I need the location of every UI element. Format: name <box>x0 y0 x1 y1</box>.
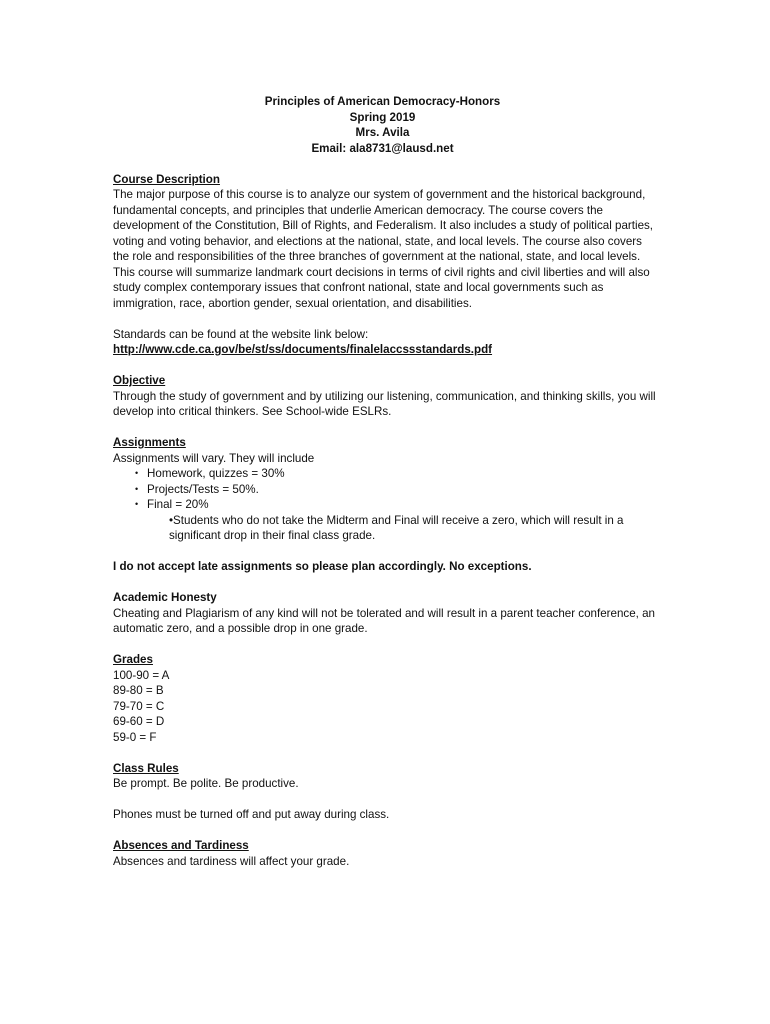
teacher-email: Email: ala8731@lausd.net <box>311 141 454 155</box>
objective-body: Through the study of government and by utilizing our listening, communication, and thinking skills, you will develop into critical thinkers. See School-wide ESLRs. <box>113 389 656 418</box>
list-item: • Projects/Tests = 50%. <box>135 482 658 498</box>
standards-section <box>113 327 658 358</box>
assignments-intro: Assignments will vary. They will include <box>113 451 315 465</box>
academic-honesty-section <box>113 590 658 637</box>
class-rules-section <box>113 761 658 792</box>
document-header <box>110 94 655 156</box>
grades-heading: Grades <box>113 653 153 666</box>
grade-scale-item: 59-0 = F <box>113 730 157 744</box>
objective-heading: Objective <box>113 374 166 387</box>
academic-honesty-heading: Academic Honesty <box>113 591 217 604</box>
absences-body: Absences and tardiness will affect your grade. <box>113 854 350 868</box>
assignments-section <box>113 435 658 544</box>
absences-heading: Absences and Tardiness <box>113 839 249 852</box>
teacher-name: Mrs. Avila <box>355 126 410 139</box>
assignments-note: •Students who do not take the Midterm and Final will receive a zero, which will result in a significant drop in their final class grade. <box>169 513 624 542</box>
phone-policy: Phones must be turned off and put away during class. <box>113 808 390 821</box>
grades-section <box>113 652 658 745</box>
objective-section <box>113 373 658 420</box>
academic-honesty-body: Cheating and Plagiarism of any kind will not be tolerated and will result in a parent teacher conference, an automatic zero, and a possible drop in one grade. <box>113 606 656 635</box>
standards-link[interactable]: http://www.cde.ca.gov/be/st/ss/documents/finalelaccssstandards.pdf <box>113 343 493 356</box>
absences-section <box>113 838 658 869</box>
list-item: • Homework, quizzes = 30% <box>135 466 658 482</box>
course-description-heading: Course Description <box>113 172 220 186</box>
class-rules-line: Be prompt. Be polite. Be productive. <box>113 777 299 790</box>
term: Spring 2019 <box>349 110 416 124</box>
grade-scale-item: 69-60 = D <box>113 715 165 728</box>
class-rules-heading: Class Rules <box>113 761 179 775</box>
assignments-heading: Assignments <box>113 436 186 449</box>
grade-scale-item: 89-80 = B <box>113 684 164 697</box>
syllabus-page <box>113 94 658 885</box>
grade-scale-item: 100-90 = A <box>113 668 170 682</box>
standards-intro: Standards can be found at the website link below: <box>113 327 369 341</box>
course-description-body: The major purpose of this course is to analyze our system of government and the historical background, fundamental concepts, and principles that underlie American democracy. The course covers the development of the Constitution, Bill of Rights, and Federalism. It also includes a study of political parties, voting and voting behavior, and elections at the national, state, and local levels. The course also covers the role and responsibilities of the three branches of government at the national, state, and local levels. This course will summarize landmark court decisions in terms of civil rights and civil liberties and will also study complex contemporary issues that confront national, state and local governments such as immigration, race, abortion gender, sexual orientation, and disabilities. <box>113 188 654 310</box>
list-item: • Final = 20% <box>135 497 658 513</box>
late-policy: I do not accept late assignments so please plan accordingly. No exceptions. <box>113 560 532 573</box>
grade-scale-item: 79-70 = C <box>113 699 165 713</box>
course-description-section <box>113 172 658 312</box>
assignments-list <box>113 466 658 513</box>
course-title: Principles of American Democracy-Honors <box>264 95 501 108</box>
